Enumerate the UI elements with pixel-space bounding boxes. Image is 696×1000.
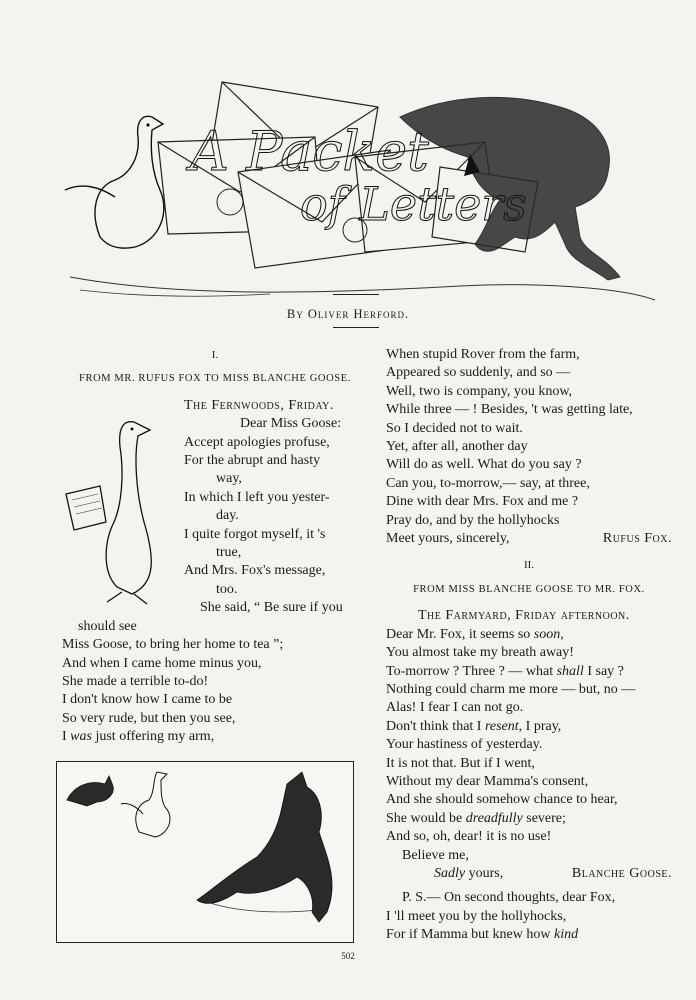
poem-line: Appeared so suddenly, and so — (386, 365, 571, 381)
poem-line: The Fernwoods, Friday. (184, 397, 334, 413)
poem-line: While three — ! Besides, 't was getting late, (386, 402, 633, 418)
byline-author: Oliver Herford. (307, 307, 410, 321)
poem-line: And she should somehow chance to hear, (386, 792, 618, 808)
section-number: I. (211, 349, 219, 361)
poem-line: And so, oh, dear! it is no use! (386, 829, 552, 845)
poem-line: She made a terrible to-do! (62, 673, 209, 689)
signoff-name: Rufus Fox. (602, 531, 672, 547)
poem-line: Nothing could charm me more — but, no — (386, 681, 636, 697)
header-illustration (60, 62, 660, 302)
signoff-line (386, 530, 672, 548)
signature-name: Blanche Goose. (571, 865, 672, 881)
postscript-line: P. S.— On second thoughts, dear Fox, (402, 890, 616, 906)
right-column (386, 346, 672, 945)
poem-line: Accept apologies profuse, (184, 434, 330, 450)
goose-reading-illustration (62, 412, 182, 612)
poem-line: She would be dreadfully severe; (386, 810, 566, 826)
poem-line: too. (216, 581, 238, 597)
poem-lines (386, 346, 672, 530)
poem-line: Pray do, and by the hollyhocks (386, 512, 560, 528)
svg-text:of Letters: of Letters (300, 177, 527, 231)
poem-line: And Mrs. Fox's message, (184, 563, 326, 579)
poem-line: Dine with dear Mrs. Fox and me ? (386, 494, 579, 510)
poem-line: Yet, after all, another day (386, 439, 528, 455)
poem-line: Can you, to-morrow,— say, at three, (386, 475, 590, 491)
poem-line: And when I came home minus you, (62, 655, 262, 671)
section-number: II. (523, 559, 535, 572)
svg-text:A Packet: A Packet (190, 120, 429, 183)
poem-line: I quite forgot myself, it 's (184, 526, 326, 542)
poem-line: It is not that. But if I went, (386, 755, 535, 771)
rule-bottom (333, 327, 379, 328)
poem-line: Dear Mr. Fox, it seems so soon, (386, 626, 564, 642)
poem-line: When stupid Rover from the farm, (386, 347, 580, 362)
poem-line: should see (78, 618, 137, 634)
poem-line: Will do as well. What do you say ? (386, 457, 582, 473)
dateline: The Farmyard, Friday afternoon. (418, 608, 630, 624)
poem-line: day. (216, 508, 239, 524)
section-heading: FROM MR. RUFUS FOX TO MISS BLANCHE GOOSE. (79, 373, 351, 385)
rule-top (333, 294, 379, 295)
poem-line: Don't think that I resent, I pray, (386, 718, 562, 734)
poem-line: To-morrow ? Three ? — what shall I say ? (386, 663, 624, 679)
signoff-text: Meet yours, sincerely, (386, 531, 510, 547)
poem-line: true, (216, 545, 242, 561)
postscript-line: I 'll meet you by the hollyhocks, (386, 908, 567, 924)
poem-line: You almost take my breath away! (386, 645, 574, 661)
byline (0, 307, 696, 322)
section-heading: FROM MISS BLANCHE GOOSE TO MR. FOX. (413, 583, 645, 595)
poem-line: She said, “ Be sure if you (200, 600, 343, 616)
poem-line: In which I left you yester- (184, 489, 330, 505)
poem-line: Miss Goose, to bring her home to tea ”; (62, 637, 284, 653)
poem-line: Dear Miss Goose: (240, 416, 342, 432)
page-number: 502 (341, 951, 355, 961)
poem-line: I was just offering my arm, (62, 729, 215, 745)
poem-line: For the abrupt and hasty (184, 453, 321, 469)
poem-line: So I decided not to wait. (386, 420, 523, 436)
poem-line: Without my dear Mamma's consent, (386, 773, 589, 789)
poem-line: Well, two is company, you know, (386, 383, 573, 399)
poem-line: Your hastiness of yesterday. (386, 737, 543, 753)
poem-line: way, (216, 471, 242, 487)
signature-line: Sadly yours, Blanche Goose. (386, 865, 672, 883)
byline-prefix: By (286, 307, 304, 321)
poem-line: Believe me, (402, 847, 469, 863)
poem-line: I don't know how I came to be (62, 692, 233, 708)
poem-line: So very rude, but then you see, (62, 710, 236, 726)
poem-line: Alas! I fear I can not go. (386, 700, 524, 716)
fox-goose-illustration (56, 761, 354, 943)
postscript-line: For if Mamma but knew how kind (386, 927, 579, 943)
